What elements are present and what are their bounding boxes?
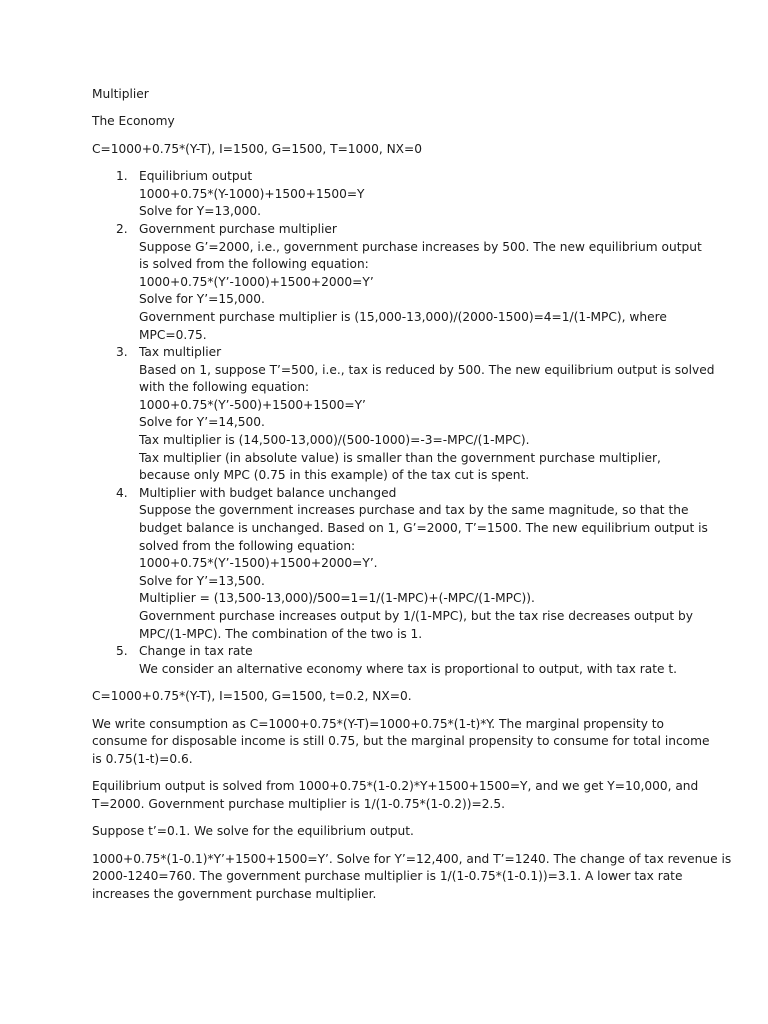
list-item-line: 1000+0.75*(Y’-1000)+1500+2000=Y’	[139, 274, 374, 289]
list-item	[92, 221, 702, 344]
list-item-line: Multiplier = (13,500-13,000)/500=1=1/(1-MPC)+(-MPC/(1-MPC)).	[139, 591, 535, 606]
body-paragraph	[92, 688, 682, 706]
list-item-heading: Government purchase multiplier	[139, 221, 337, 236]
list-item-line: Tax multiplier (in absolute value) is smaller than the government purchase multiplier,	[139, 450, 661, 465]
list-item-number: 4.	[116, 485, 128, 500]
list-item	[92, 485, 708, 643]
paragraph-line: C=1000+0.75*(Y-T), I=1500, G=1500, t=0.2, NX=0.	[92, 689, 412, 704]
numbered-list	[92, 168, 715, 678]
list-item-line: Solve for Y’=13,500.	[139, 573, 265, 588]
paragraph-line: increases the government purchase multiplier.	[92, 886, 377, 901]
paragraph-line: Suppose t’=0.1. We solve for the equilibrium output.	[92, 824, 414, 839]
paragraph-line: consume for disposable income is still 0.75, but the marginal propensity to consume for total income	[92, 734, 710, 749]
list-item-heading: Equilibrium output	[139, 169, 253, 184]
paragraph-line: We write consumption as C=1000+0.75*(Y-T)=1000+0.75*(1-t)*Y. The marginal propensity to	[92, 716, 665, 731]
paragraph-line: is 0.75(1-t)=0.6.	[92, 751, 193, 766]
body-paragraph	[92, 851, 732, 904]
list-item-line: MPC=0.75.	[139, 327, 207, 342]
body-paragraph	[92, 823, 682, 841]
list-item-number: 2.	[116, 221, 128, 236]
list-item-line: Solve for Y’=14,500.	[139, 415, 265, 430]
list-item-line: MPC/(1-MPC). The combination of the two is 1.	[139, 626, 423, 641]
body-paragraph	[92, 778, 699, 813]
paragraph-line: 1000+0.75*(1-0.1)*Y’+1500+1500=Y’. Solve for Y’=12,400, and T’=1240. The change of tax revenue is	[92, 851, 732, 866]
list-item-line: solved from the following equation:	[139, 538, 356, 553]
list-item-line: We consider an alternative economy where tax is proportional to output, with tax rate t.	[139, 661, 678, 676]
list-item-line: 1000+0.75*(Y’-1500)+1500+2000=Y’.	[139, 556, 378, 571]
extension-paragraphs	[92, 688, 732, 903]
list-item-line: Government purchase increases output by 1/(1-MPC), but the tax rise decreases output by	[139, 609, 694, 624]
list-item-line: with the following equation:	[139, 380, 310, 395]
list-item-number: 1.	[116, 169, 128, 184]
list-item	[92, 643, 682, 678]
list-item-heading: Tax multiplier	[139, 345, 222, 360]
list-item-line: Solve for Y=13,000.	[139, 204, 261, 219]
section-heading: The Economy	[92, 114, 175, 129]
list-item-line: 1000+0.75*(Y’-500)+1500+1500=Y’	[139, 397, 366, 412]
list-item-line: Suppose G’=2000, i.e., government purchase increases by 500. The new equilibrium output	[139, 239, 702, 254]
document-body	[92, 86, 732, 913]
list-item-heading: Change in tax rate	[139, 644, 253, 659]
paragraph-line: 2000-1240=760. The government purchase multiplier is 1/(1-0.75*(1-0.1))=3.1. A lower tax rate	[92, 869, 683, 884]
list-item-heading: Multiplier with budget balance unchanged	[139, 485, 397, 500]
body-paragraph	[92, 716, 710, 769]
list-item-line: Tax multiplier is (14,500-13,000)/(500-1000)=-3=-MPC/(1-MPC).	[139, 433, 530, 448]
model-equation: C=1000+0.75*(Y-T), I=1500, G=1500, T=1000, NX=0	[92, 141, 423, 156]
list-item-line: Solve for Y’=15,000.	[139, 292, 265, 307]
list-item-line: 1000+0.75*(Y-1000)+1500+1500=Y	[139, 186, 365, 201]
list-item-line: Government purchase multiplier is (15,000-13,000)/(2000-1500)=4=1/(1-MPC), where	[139, 309, 667, 324]
list-item-line: is solved from the following equation:	[139, 257, 369, 272]
list-item	[92, 168, 682, 221]
list-item	[92, 344, 715, 485]
list-item-line: Suppose the government increases purchase and tax by the same magnitude, so that the	[139, 503, 689, 518]
list-item-line: budget balance is unchanged. Based on 1, G’=2000, T’=1500. The new equilibrium output is	[139, 521, 708, 536]
paragraph-line: Equilibrium output is solved from 1000+0.75*(1-0.2)*Y+1500+1500=Y, and we get Y=10,000, and	[92, 779, 699, 794]
list-item-line: Based on 1, suppose T’=500, i.e., tax is reduced by 500. The new equilibrium output is solved	[139, 362, 715, 377]
list-item-number: 5.	[116, 644, 128, 659]
paragraph-line: T=2000. Government purchase multiplier is 1/(1-0.75*(1-0.2))=2.5.	[92, 796, 506, 811]
list-item-number: 3.	[116, 345, 128, 360]
list-item-line: because only MPC (0.75 in this example) of the tax cut is spent.	[139, 468, 530, 483]
document-title: Multiplier	[92, 87, 149, 101]
